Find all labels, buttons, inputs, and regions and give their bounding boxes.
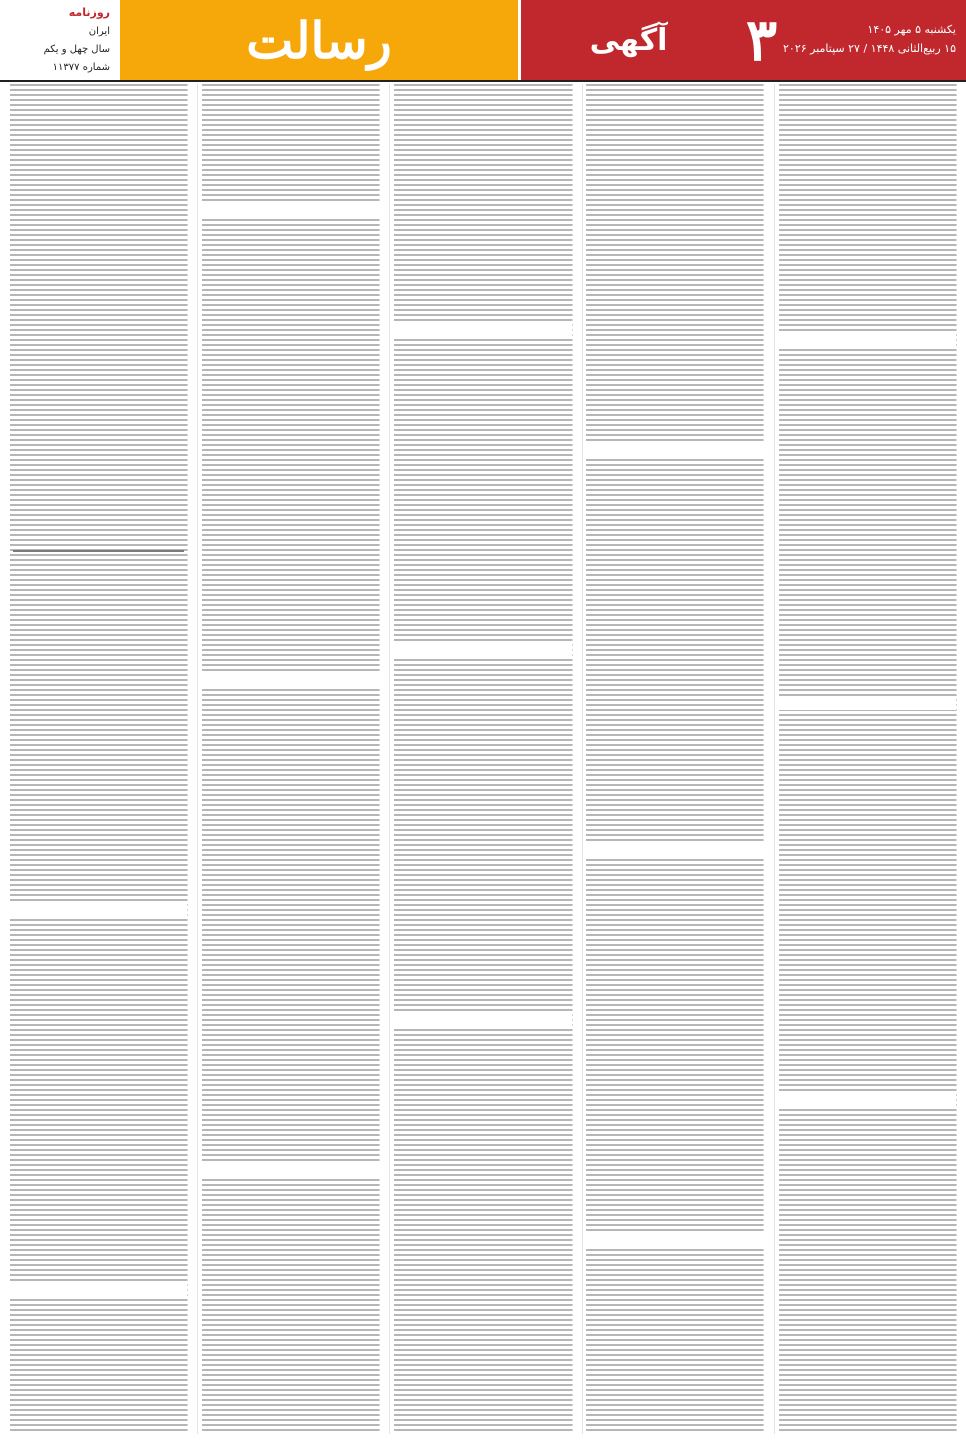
ad-gap: [202, 674, 380, 688]
ad-gap: [586, 444, 764, 458]
section-title: آگهی: [518, 0, 736, 80]
ad-gap: [202, 1164, 380, 1178]
ad-gap: [779, 1094, 957, 1108]
issue-dates: [783, 21, 956, 58]
country-label: ایران: [88, 25, 110, 37]
year-label: سال چهل و یکم: [43, 43, 110, 55]
ad-column-3: [389, 84, 575, 1434]
ad-gap: [394, 1014, 572, 1028]
ad-gap: [779, 696, 957, 710]
ad-columns: [6, 84, 960, 1434]
issue-label: شماره ۱۱۳۷۷: [52, 61, 110, 73]
date-line-2: ۱۵ ربیع‌الثانی ۱۴۴۸ / ۲۷ سپتامبر ۲۰۲۶: [783, 42, 956, 55]
ad-column-5: [6, 84, 191, 1434]
ad-gap: [779, 334, 957, 348]
ad-column-1: [774, 84, 960, 1434]
masthead-meta: [0, 0, 120, 80]
date-line-1: یکشنبه ۵ مهر ۱۴۰۵: [867, 23, 956, 37]
ad-gap: [394, 324, 572, 338]
ad-column-2: [582, 84, 768, 1434]
ad-column-4: [197, 84, 383, 1434]
ad-gap: [202, 204, 380, 218]
newspaper-logo: رسالت: [120, 0, 518, 80]
page-number: ۳: [746, 6, 778, 74]
masthead: [0, 0, 966, 82]
ad-gap: [10, 904, 188, 918]
issue-box: [736, 0, 966, 80]
ad-gap: [10, 1284, 188, 1298]
ad-gap: [394, 644, 572, 658]
ad-divider: [13, 550, 183, 552]
paper-name: روزنامه: [68, 6, 110, 20]
ad-gap: [586, 844, 764, 858]
ad-gap: [586, 1234, 764, 1248]
